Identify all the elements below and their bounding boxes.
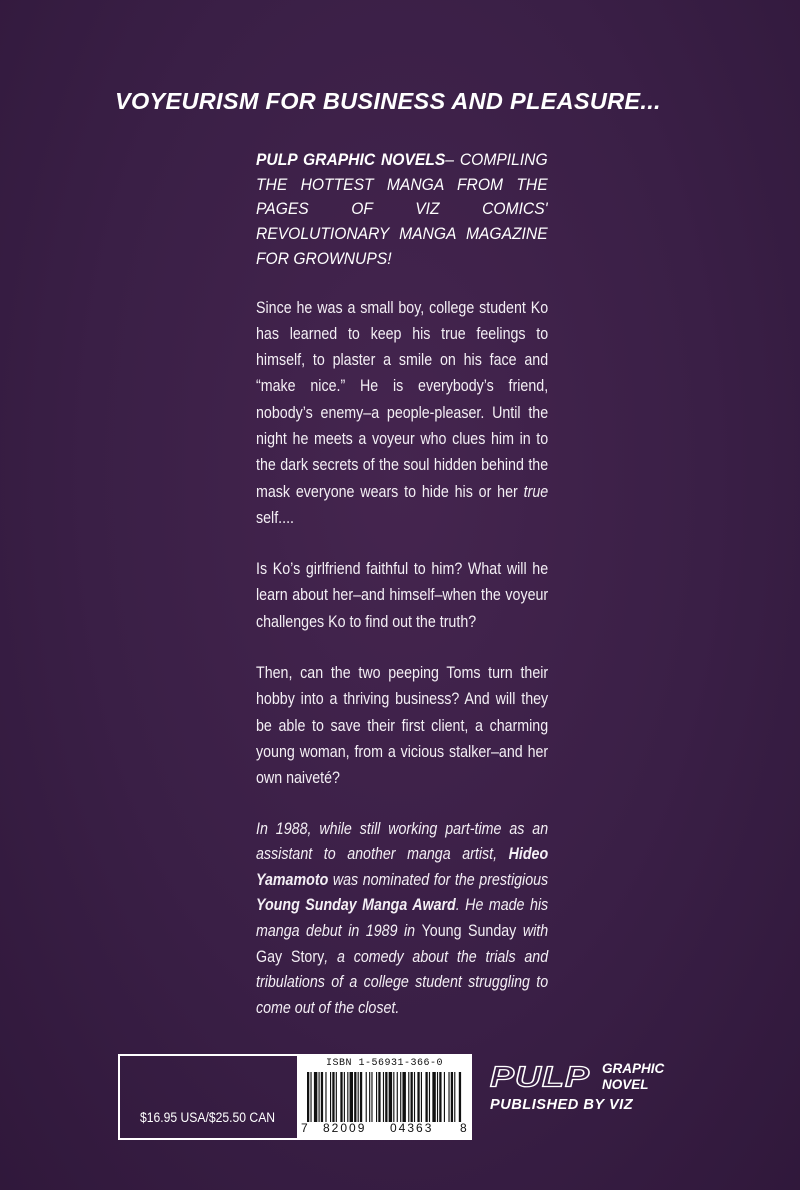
author-name: Hideo Yamamoto — [256, 845, 549, 889]
barcode-bar — [408, 1072, 409, 1122]
barcode — [297, 1056, 472, 1138]
barcode-bar — [411, 1072, 413, 1122]
barcode-bar — [319, 1072, 320, 1122]
tagline — [256, 148, 548, 272]
barcode-bar — [340, 1072, 342, 1122]
barcode-bar — [439, 1072, 441, 1122]
barcode-bar — [414, 1072, 415, 1122]
emphasis-true: true — [523, 482, 549, 501]
bio-text-4: with — [516, 921, 549, 940]
synopsis-text-1: Since he was a small boy, college student Ko has learned to keep his true feelings to himself, to plaster a smile on his face and “make nice.” He is everybody’s friend, nobody’s enemy–a people-pleaser. Until the night he meets a voyeur who clues him in to the dark secrets of the soul hidden behind the mask everyone wears to hide his or her — [256, 298, 549, 501]
barcode-left-digits: 82009 — [323, 1121, 367, 1135]
barcode-bar — [402, 1072, 405, 1122]
barcode-bar — [336, 1072, 337, 1122]
barcode-bar — [347, 1072, 348, 1122]
barcode-bar — [417, 1072, 419, 1122]
barcode-bar — [383, 1072, 384, 1122]
barcode-bar — [400, 1072, 401, 1122]
logo-novel-text: NOVEL — [602, 1077, 649, 1092]
barcode-bar — [360, 1072, 362, 1122]
barcode-bar — [448, 1072, 449, 1122]
award-name: Young Sunday Manga Award — [256, 896, 456, 915]
barcode-bar — [371, 1072, 372, 1122]
barcode-bar — [366, 1072, 367, 1122]
magazine-name: Young Sunday — [421, 921, 517, 940]
isbn-number: ISBN 1-56931-366-0 — [325, 1058, 444, 1069]
logo-pulp-text: PULP — [490, 1060, 591, 1093]
barcode-bar — [332, 1072, 334, 1122]
barcode-bar — [307, 1072, 309, 1122]
barcode-bar — [325, 1072, 326, 1122]
barcode-bar — [378, 1072, 380, 1122]
barcode-bars — [307, 1072, 462, 1122]
barcode-bar — [385, 1072, 387, 1122]
tagline-brand: PULP GRAPHIC NOVELS — [256, 150, 446, 169]
synopsis-paragraph-1 — [256, 295, 548, 532]
barcode-check-digit: 8 — [460, 1121, 467, 1135]
barcode-bar — [350, 1072, 353, 1122]
barcode-bar — [376, 1072, 377, 1122]
barcode-bar — [354, 1072, 356, 1122]
barcode-bar — [454, 1072, 455, 1122]
barcode-bar — [358, 1072, 359, 1122]
headline: VOYEURISM FOR BUSINESS AND PLEASURE... — [115, 88, 661, 114]
barcode-bar — [321, 1072, 323, 1122]
synopsis-paragraph-3: Then, can the two peeping Toms turn their hobby into a thriving business? And will they be able to save their first client, a charming young woman, from a vicious stalker–and her own naiveté? — [256, 664, 549, 788]
tagline-rest: – COMPILING THE HOTTEST MANGA FROM THE PAGES OF VIZ COMICS' REVOLUTIONARY MANGA MAGAZINE FOR GROWNUPS! — [256, 150, 548, 268]
price-barcode-box — [118, 1054, 472, 1140]
bio-text-2: was nominated for the prestigious — [328, 870, 549, 889]
barcode-bar — [421, 1072, 422, 1122]
price-label: $16.95 USA/$25.50 CAN — [140, 1110, 276, 1125]
barcode-bar — [444, 1072, 445, 1122]
barcode-bar — [389, 1072, 392, 1122]
barcode-bar — [429, 1072, 430, 1122]
bio-text-3: . He made his manga debut in 1989 in — [256, 896, 549, 940]
barcode-bar — [397, 1072, 398, 1122]
barcode-bar — [330, 1072, 331, 1122]
barcode-bar — [459, 1072, 461, 1122]
barcode-bar — [344, 1072, 345, 1122]
bio-text-5: , a comedy about the trials and tribulations of a college student struggling to come out of the closet. — [256, 947, 549, 1017]
logo-graphic-text: GRAPHIC — [602, 1061, 665, 1076]
bio-text-1: In 1988, while still working part-time as an assistant to another manga artist, — [256, 819, 549, 864]
synopsis-paragraph-2: Is Ko’s girlfriend faithful to him? What will he learn about her–and himself–when the voyeur challenges Ko to find out the truth? — [256, 560, 549, 631]
publisher-line: PUBLISHED BY VIZ — [490, 1097, 634, 1113]
synopsis-text-1-end: self.... — [256, 508, 295, 527]
author-bio — [256, 817, 548, 1022]
barcode-bar — [432, 1072, 435, 1122]
barcode-bar — [314, 1072, 317, 1122]
debut-title: Gay Story — [256, 947, 325, 966]
barcode-bar — [425, 1072, 427, 1122]
barcode-lead-digit: 7 — [301, 1121, 308, 1135]
barcode-bar — [451, 1072, 453, 1122]
barcode-bar — [437, 1072, 438, 1122]
barcode-bar — [310, 1072, 311, 1122]
barcode-bar — [369, 1072, 370, 1122]
text-column — [256, 148, 548, 1021]
barcode-right-digits: 04363 — [390, 1121, 434, 1135]
barcode-bar — [393, 1072, 394, 1122]
